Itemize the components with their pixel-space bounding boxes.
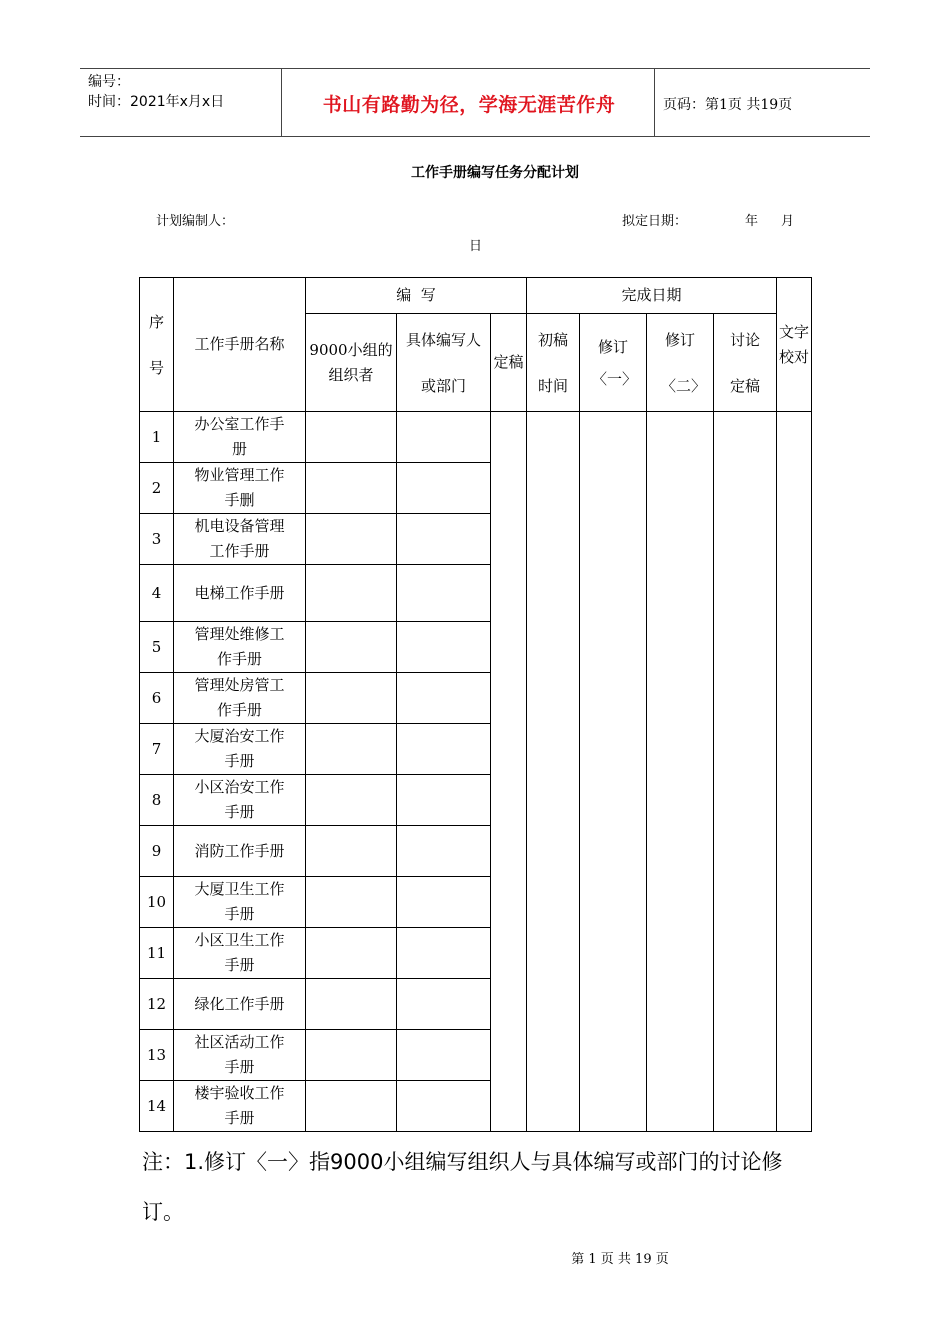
row-manual-name: 管理处维修工作手册 (174, 622, 306, 673)
row-manual-name: 小区卫生工作手册 (174, 928, 306, 979)
date-month: 月 (781, 214, 795, 229)
row-manual-name: 楼宇验收工作手册 (174, 1081, 306, 1132)
row-number: 10 (140, 877, 174, 928)
time-label: 时间：2021年x月x日 (88, 94, 225, 110)
header-writing: 编 写 (306, 278, 527, 314)
proofread-cell (777, 412, 812, 1132)
header-final: 定稿 (491, 314, 527, 412)
date-label: 拟定日期： (622, 214, 688, 229)
writer-cell (397, 463, 491, 514)
organizer-cell (306, 877, 397, 928)
table-row (140, 412, 812, 463)
header-proofread: 文字校对 (777, 278, 812, 412)
code-label: 编号： (88, 74, 130, 90)
row-number: 9 (140, 826, 174, 877)
footnote: 注：1.修订〈一〉指9000小组编写组织人与具体编写或部门的讨论修订。 (142, 1150, 783, 1224)
row-manual-name: 绿化工作手册 (174, 979, 306, 1030)
organizer-cell (306, 979, 397, 1030)
final-cell (491, 412, 527, 1132)
header-divider (654, 68, 655, 136)
row-manual-name: 管理处房管工作手册 (174, 673, 306, 724)
header-completion: 完成日期 (527, 278, 777, 314)
row-manual-name: 电梯工作手册 (174, 565, 306, 622)
header-bottom-rule (80, 136, 870, 137)
organizer-cell (306, 622, 397, 673)
document-title: 工作手册编写任务分配计划 (411, 165, 579, 181)
writer-cell (397, 565, 491, 622)
revision-2-cell (647, 412, 714, 1132)
writer-cell (397, 877, 491, 928)
organizer-cell (306, 673, 397, 724)
row-number: 3 (140, 514, 174, 565)
organizer-cell (306, 775, 397, 826)
writer-cell (397, 412, 491, 463)
row-number: 6 (140, 673, 174, 724)
writer-cell (397, 928, 491, 979)
organizer-cell (306, 412, 397, 463)
header-discuss: 讨论定稿 (714, 314, 777, 412)
date-year: 年 (745, 214, 759, 229)
row-manual-name: 大厦卫生工作手册 (174, 877, 306, 928)
row-manual-name: 消防工作手册 (174, 826, 306, 877)
row-number: 14 (140, 1081, 174, 1132)
writer-cell (397, 724, 491, 775)
task-table (139, 277, 812, 1132)
writer-cell (397, 514, 491, 565)
row-manual-name: 办公室工作手册 (174, 412, 306, 463)
header-revision-1: 修订〈一〉 (580, 314, 647, 412)
row-number: 7 (140, 724, 174, 775)
header-writer: 具体编写人或部门 (397, 314, 491, 412)
writer-cell (397, 1081, 491, 1132)
header-first-draft: 初稿时间 (527, 314, 580, 412)
organizer-cell (306, 514, 397, 565)
writer-cell (397, 673, 491, 724)
writer-cell (397, 826, 491, 877)
row-manual-name: 物业管理工作手删 (174, 463, 306, 514)
row-number: 5 (140, 622, 174, 673)
header-slogan: 书山有路勤为径，学海无涯苦作舟 (322, 94, 616, 116)
organizer-cell (306, 1081, 397, 1132)
row-number: 1 (140, 412, 174, 463)
writer-cell (397, 775, 491, 826)
first-draft-cell (527, 412, 580, 1132)
header-divider (281, 68, 282, 136)
header-name: 工作手册名称 (174, 278, 306, 412)
row-manual-name: 社区活动工作手册 (174, 1030, 306, 1081)
planner-label: 计划编制人： (156, 214, 235, 229)
discuss-cell (714, 412, 777, 1132)
organizer-cell (306, 826, 397, 877)
header-organizer: 9000小组的组织者 (306, 314, 397, 412)
row-number: 8 (140, 775, 174, 826)
header-left (88, 72, 224, 112)
date-day: 日 (469, 239, 483, 254)
page-footer: 第 1 页 共 19 页 (571, 1252, 669, 1267)
organizer-cell (306, 565, 397, 622)
organizer-cell (306, 1030, 397, 1081)
row-manual-name: 大厦治安工作手册 (174, 724, 306, 775)
row-number: 4 (140, 565, 174, 622)
organizer-cell (306, 928, 397, 979)
organizer-cell (306, 724, 397, 775)
row-manual-name: 小区治安工作手册 (174, 775, 306, 826)
row-number: 11 (140, 928, 174, 979)
revision-1-cell (580, 412, 647, 1132)
writer-cell (397, 979, 491, 1030)
row-number: 12 (140, 979, 174, 1030)
organizer-cell (306, 463, 397, 514)
header-seq: 序号 (140, 278, 174, 412)
header-revision-2: 修订〈二〉 (647, 314, 714, 412)
writer-cell (397, 1030, 491, 1081)
row-number: 2 (140, 463, 174, 514)
writer-cell (397, 622, 491, 673)
header-page-info: 页码：第1页 共19页 (663, 97, 793, 113)
header-top-rule (80, 68, 870, 69)
row-manual-name: 机电设备管理工作手册 (174, 514, 306, 565)
row-number: 13 (140, 1030, 174, 1081)
